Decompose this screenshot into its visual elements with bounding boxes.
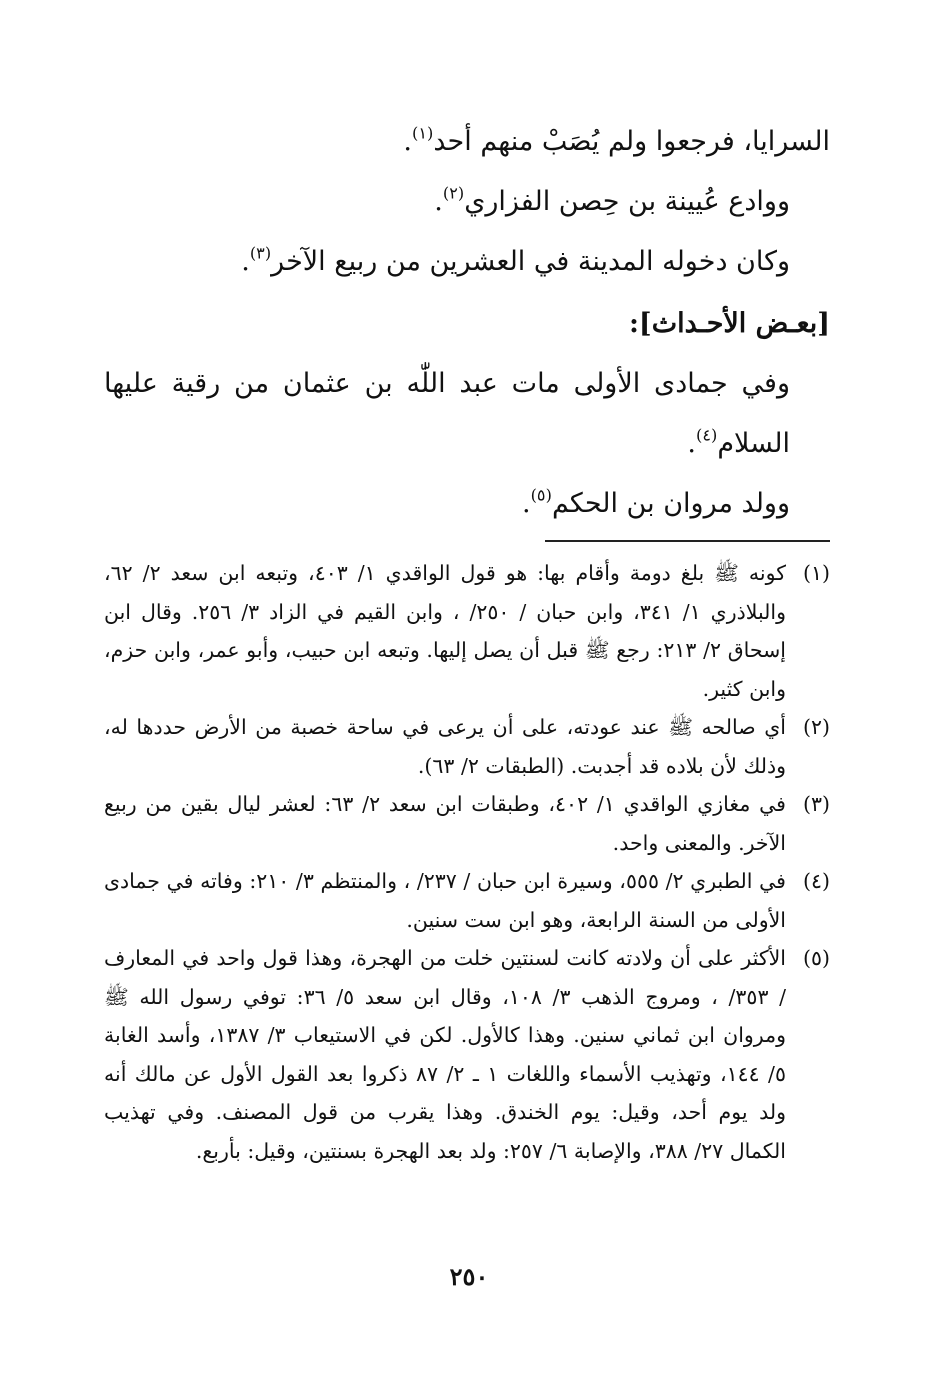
period: . xyxy=(434,186,443,217)
section-heading: [بعـض الأحـداث]: xyxy=(628,308,830,339)
footnote-number: (١) xyxy=(802,561,830,585)
period: . xyxy=(521,488,531,519)
main-line-5 xyxy=(104,474,830,534)
footnote-text: الأكثر على أن ولادته كانت لسنتين خلت من الهجرة، وهذا قول واحد في المعارف / ٣٥٣/ ، ومروج الذهب ٣/ ١٠٨، وقال ابن سعد ٥/ ٣٦: توفي رسول الله ﷺ ومروان ابن ثماني سنين. وهذا كالأول. لكن في الاستيعاب ٣/ ١٣٨٧، وأسد الغابة ٥/ ١٤٤، وتهذيب الأسماء واللغات ١ ـ ٢/ ٨٧ ذكروا بعد القول الأول عن مالك أنه ولد يوم أحد، وقيل: يوم الخندق. وهذا يقرب من قول المصنف. وفي تهذيب الكمال ٢٧/ ٣٨٨، والإصابة ٦/ ٢٥٧: ولد بعد الهجرة بسنتين، وقيل: بأربع. xyxy=(104,946,786,1163)
footnote-ref-5[interactable]: (٥) xyxy=(530,485,552,505)
main-line-3 xyxy=(104,232,830,292)
main-line-2 xyxy=(104,172,830,232)
footnote-ref-1[interactable]: (١) xyxy=(412,123,434,143)
footnote-text: كونه ﷺ بلغ دومة وأقام بها: هو قول الواقدي ١/ ٤٠٣، وتبعه ابن سعد ٢/ ٦٢، والبلاذري ١/ ٣٤١، وابن حبان / ٢٥٠/ ، وابن القيم في الزاد ٣/ ٢٥٦. وقال ابن إسحاق ٢/ ٢١٣: رجع ﷺ قبل أن يصل إليها. وتبعه ابن حبيب، وأبو عمر، وابن حزم، وابن كثير. xyxy=(104,561,786,701)
main-line-1-text: السرايا، فرجعوا ولم يُصَبْ منهم أحد xyxy=(433,126,830,157)
footnotes xyxy=(104,554,830,1170)
footnote-5 xyxy=(104,939,830,1170)
main-line-3-text: وكان دخوله المدينة في العشرين من ربيع الآخر xyxy=(271,246,790,277)
footnote-1 xyxy=(104,554,830,708)
main-line-5-text: وولد مروان بن الحكم xyxy=(551,488,790,519)
main-line-4-text: وفي جمادى الأولى مات عبد اللّٰه بن عثمان من رقية عليها السلام xyxy=(104,368,790,459)
footnote-ref-3[interactable]: (٣) xyxy=(249,243,272,263)
page-number: ٢٥٠ xyxy=(449,1262,489,1291)
period: . xyxy=(241,246,250,277)
footnote-number: (٤) xyxy=(802,869,830,893)
footnote-number: (٣) xyxy=(802,792,830,816)
period: . xyxy=(403,126,413,157)
main-line-4 xyxy=(104,354,830,474)
footnote-number: (٢) xyxy=(802,715,830,739)
main-line-1 xyxy=(104,112,830,172)
footnote-2 xyxy=(104,708,830,785)
footnote-3 xyxy=(104,785,830,862)
footnote-ref-4[interactable]: (٤) xyxy=(695,425,718,445)
footnote-number: (٥) xyxy=(802,946,830,970)
footnote-ref-2[interactable]: (٢) xyxy=(442,183,465,203)
period: . xyxy=(687,428,696,459)
footnote-text: في مغازي الواقدي ١/ ٤٠٢، وطبقات ابن سعد ٢/ ٦٣: لعشر ليال بقين من ربيع الآخر. والمعنى واحد. xyxy=(104,792,786,855)
main-text xyxy=(104,112,830,534)
footnote-separator xyxy=(545,540,830,542)
footnote-text: أي صالحه ﷺ عند عودته، على أن يرعى في ساحة خصبة من الأرض حددها له، وذلك لأن بلاده قد أجدبت. (الطبقات ٢/ ٦٣). xyxy=(104,715,786,778)
main-line-2-text: ووادع عُيينة بن حِصن الفزاري xyxy=(464,186,790,217)
footnote-text: في الطبري ٢/ ٥٥٥، وسيرة ابن حبان / ٢٣٧/ ، والمنتظم ٣/ ٢١٠: وفاته في جمادى الأولى من السنة الرابعة، وهو ابن ست سنين. xyxy=(104,869,786,932)
footnote-4 xyxy=(104,862,830,939)
